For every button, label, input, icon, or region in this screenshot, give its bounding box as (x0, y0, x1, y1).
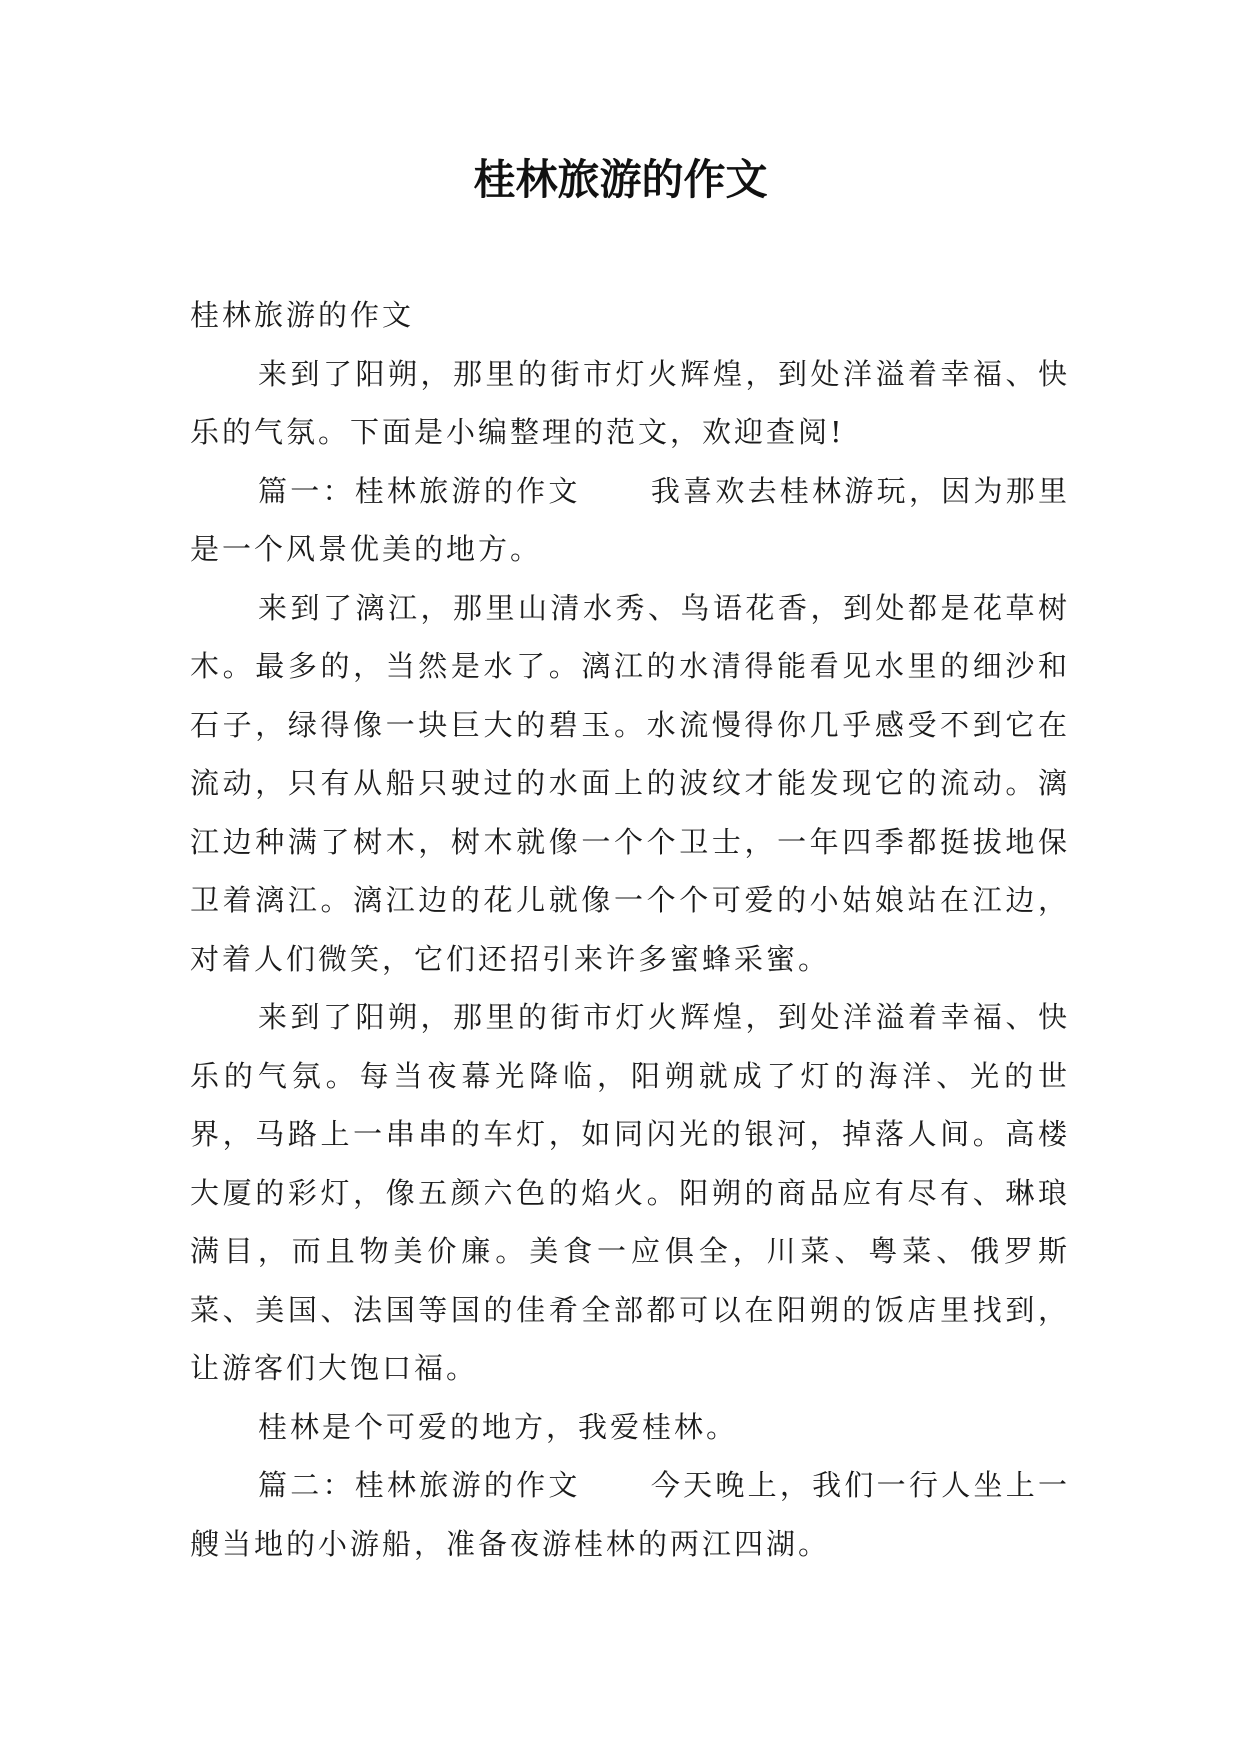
section-one-heading: 篇一：桂林旅游的作文 (258, 473, 581, 508)
section-two-heading: 篇二：桂林旅游的作文 (258, 1468, 581, 1502)
section-one-lead: 我喜欢去桂林游玩，因为那里是一个风景优美的地方。 (190, 473, 1070, 566)
document-body (190, 286, 1070, 1573)
document-title: 桂林旅游的作文 (473, 155, 768, 204)
document-subtitle: 桂林旅游的作文 (190, 298, 415, 332)
body-paragraph-lijiang: 来到了漓江，那里山清水秀、鸟语花香，到处都是花草树木。最多的，当然是水了。漓江的水清得能看见水里的细沙和石子，绿得像一块巨大的碧玉。水流慢得你几乎感受不到它在流动，只有从船只驶过的水面上的波纹才能发现它的流动。漓江边种满了树木，树木就像一个个卫士，一年四季都挺拔地保卫着漓江。漓江边的花儿就像一个个可爱的小姑娘站在江边，对着人们微笑，它们还招引来许多蜜蜂采蜜。 (190, 590, 1070, 976)
body-paragraph-yangshuo: 来到了阳朔，那里的街市灯火辉煌，到处洋溢着幸福、快乐的气氛。每当夜幕光降临，阳朔就成了灯的海洋、光的世界，马路上一串串的车灯，如同闪光的银河，掉落人间。高楼大厦的彩灯，像五颜六色的焰火。阳朔的商品应有尽有、琳琅满目，而且物美价廉。美食一应俱全，川菜、粤菜、俄罗斯菜、美国、法国等国的佳肴全部都可以在阳朔的饭店里找到，让游客们大饱口福。 (190, 1000, 1070, 1385)
section-two-lead: 今天晚上，我们一行人坐上一艘当地的小游船，准备夜游桂林的两江四湖。 (190, 1468, 1070, 1561)
body-paragraph-closing: 桂林是个可爱的地方，我爱桂林。 (258, 1409, 739, 1444)
intro-paragraph: 来到了阳朔，那里的街市灯火辉煌，到处洋溢着幸福、快乐的气氛。下面是小编整理的范文，欢迎查阅! (190, 356, 1070, 449)
section-one-paragraph (190, 462, 1070, 579)
section-two-paragraph (190, 1456, 1070, 1573)
